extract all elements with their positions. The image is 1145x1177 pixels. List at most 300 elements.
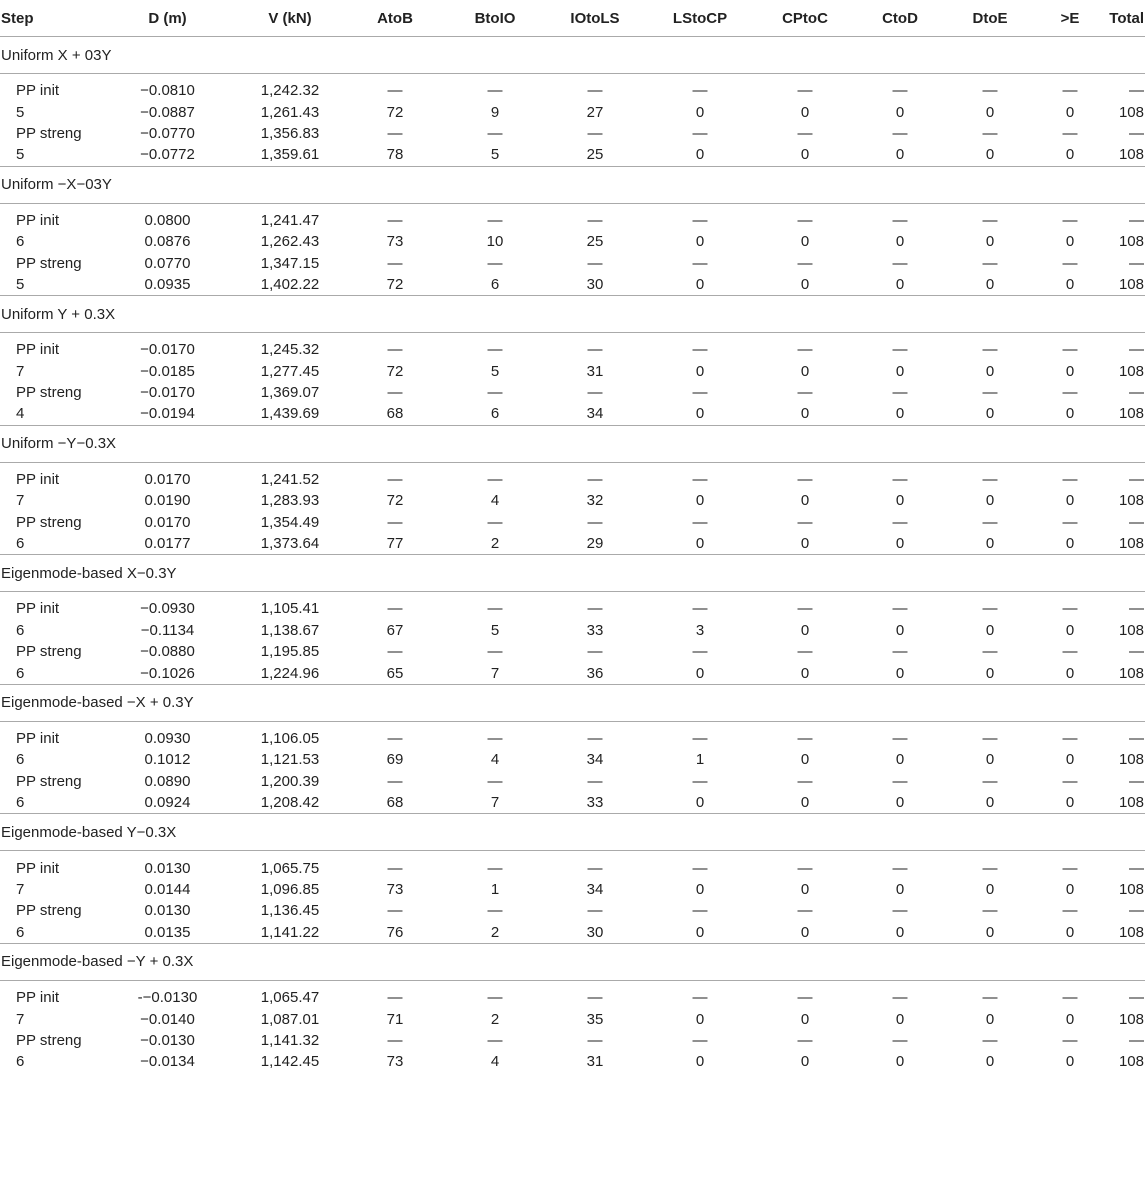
value-cell: 1,359.61: [260, 146, 320, 164]
table-row: [0, 490, 1145, 511]
value-cell: 108: [1118, 362, 1144, 380]
value-cell: 0: [1065, 535, 1075, 553]
value-cell: —: [487, 384, 503, 402]
value-cell: −0.0170: [140, 341, 195, 359]
value-cell: 0: [985, 923, 995, 941]
step-cell: 5: [16, 146, 25, 164]
value-cell: —: [1129, 1031, 1144, 1049]
value-cell: 1,105.41: [260, 600, 320, 618]
step-cell: PP init: [16, 730, 60, 747]
value-cell: 0: [1065, 233, 1075, 251]
value-cell: 0: [695, 233, 705, 251]
value-cell: —: [587, 384, 603, 402]
value-cell: 108: [1118, 146, 1144, 164]
value-cell: 1,245.32: [260, 341, 320, 359]
table-row: [0, 144, 1145, 166]
value-cell: 1,402.22: [260, 275, 320, 293]
value-cell: 0: [695, 362, 705, 380]
step-cell: PP streng: [16, 513, 82, 531]
value-cell: 108: [1118, 751, 1144, 769]
value-cell: 0: [985, 751, 995, 769]
table-row: [0, 101, 1145, 122]
value-cell: 0: [800, 621, 810, 639]
value-cell: 1,138.67: [260, 621, 320, 639]
step-cell: PP streng: [16, 643, 82, 661]
value-cell: 27: [586, 103, 604, 121]
value-cell: 0: [695, 492, 705, 510]
value-cell: 1,106.05: [260, 730, 320, 747]
value-cell: —: [387, 772, 403, 790]
value-cell: 0.0130: [144, 902, 191, 920]
column-header: Total: [1105, 0, 1145, 37]
value-cell: 1,141.22: [260, 923, 320, 941]
column-header: D (m): [100, 0, 235, 37]
value-cell: 4: [490, 492, 500, 510]
value-cell: —: [1129, 859, 1144, 877]
step-cell: 6: [16, 621, 25, 639]
value-cell: 7: [490, 664, 500, 682]
value-cell: 0.0890: [144, 772, 191, 790]
value-cell: 10: [486, 233, 504, 251]
value-cell: —: [1062, 124, 1078, 142]
value-cell: 0: [800, 275, 810, 293]
value-cell: 0: [800, 751, 810, 769]
value-cell: 0: [1065, 664, 1075, 682]
value-cell: —: [692, 859, 708, 877]
table-row: [0, 749, 1145, 770]
section-row: [0, 296, 1145, 333]
column-header: Step: [0, 0, 100, 37]
value-cell: —: [982, 600, 998, 618]
step-cell: PP streng: [16, 1031, 82, 1049]
value-cell: —: [1062, 384, 1078, 402]
value-cell: 5: [490, 621, 500, 639]
value-cell: —: [487, 600, 503, 618]
value-cell: —: [982, 82, 998, 100]
step-cell: 7: [16, 362, 25, 380]
step-cell: 5: [16, 275, 25, 293]
value-cell: —: [892, 470, 908, 488]
column-header: IOtoLS: [545, 0, 645, 37]
value-cell: 0: [895, 275, 905, 293]
value-cell: 0: [695, 275, 705, 293]
value-cell: 3: [695, 621, 705, 639]
step-cell: 6: [16, 233, 25, 251]
value-cell: —: [982, 124, 998, 142]
table-row: [0, 771, 1145, 792]
value-cell: —: [1129, 124, 1144, 142]
value-cell: —: [587, 470, 603, 488]
step-cell: PP streng: [16, 772, 82, 790]
value-cell: —: [1129, 730, 1144, 747]
value-cell: —: [692, 341, 708, 359]
value-cell: 0: [800, 103, 810, 121]
section-row: [0, 814, 1145, 851]
step-cell: 6: [16, 535, 25, 553]
value-cell: —: [387, 643, 403, 661]
value-cell: —: [1062, 600, 1078, 618]
value-cell: —: [797, 384, 813, 402]
value-cell: —: [892, 859, 908, 877]
value-cell: 0: [1065, 103, 1075, 121]
section-row: [0, 37, 1145, 74]
value-cell: 0: [895, 233, 905, 251]
value-cell: 0: [895, 923, 905, 941]
value-cell: —: [1062, 513, 1078, 531]
value-cell: 0: [895, 405, 905, 423]
value-cell: 1,241.47: [260, 211, 320, 229]
value-cell: 0: [695, 880, 705, 898]
table-row: [0, 900, 1145, 921]
value-cell: —: [892, 600, 908, 618]
value-cell: 1,369.07: [260, 384, 320, 402]
value-cell: 2: [490, 923, 500, 941]
value-cell: —: [982, 643, 998, 661]
value-cell: 30: [586, 923, 604, 941]
value-cell: −0.0130: [140, 1031, 195, 1049]
value-cell: 0: [1065, 794, 1075, 812]
step-cell: 6: [16, 794, 25, 812]
value-cell: 0: [1065, 492, 1075, 510]
value-cell: —: [892, 772, 908, 790]
table-row: [0, 361, 1145, 382]
value-cell: —: [387, 989, 403, 1007]
value-cell: —: [1129, 211, 1144, 229]
value-cell: —: [692, 643, 708, 661]
table-row: [0, 662, 1145, 684]
value-cell: 0: [800, 535, 810, 553]
value-cell: −0.0170: [140, 384, 195, 402]
value-cell: —: [487, 902, 503, 920]
value-cell: —: [892, 1031, 908, 1049]
step-cell: 6: [16, 923, 25, 941]
value-cell: —: [982, 470, 998, 488]
value-cell: —: [1129, 470, 1144, 488]
value-cell: —: [982, 384, 998, 402]
value-cell: 108: [1118, 492, 1144, 510]
section-row: [0, 555, 1145, 592]
value-cell: 1,224.96: [260, 664, 320, 682]
value-cell: 0: [800, 362, 810, 380]
value-cell: 72: [386, 275, 404, 293]
value-cell: —: [692, 124, 708, 142]
value-cell: —: [1129, 82, 1144, 100]
value-cell: 78: [386, 146, 404, 164]
step-cell: 7: [16, 1010, 25, 1028]
value-cell: 73: [386, 880, 404, 898]
step-cell: PP init: [16, 82, 60, 100]
section-title: Eigenmode-based −X + 0.3Y: [0, 684, 1145, 721]
value-cell: 4: [490, 1053, 500, 1071]
table-row: [0, 792, 1145, 814]
value-cell: 33: [586, 794, 604, 812]
value-cell: 32: [586, 492, 604, 510]
value-cell: —: [692, 470, 708, 488]
value-cell: —: [487, 989, 503, 1007]
section-title: Uniform Y + 0.3X: [0, 296, 1145, 333]
value-cell: 0: [985, 362, 995, 380]
value-cell: 0: [985, 405, 995, 423]
value-cell: —: [797, 859, 813, 877]
value-cell: —: [797, 211, 813, 229]
value-cell: −0.0140: [140, 1010, 195, 1028]
value-cell: 65: [386, 664, 404, 682]
value-cell: 76: [386, 923, 404, 941]
section-title: Eigenmode-based −Y + 0.3X: [0, 943, 1145, 980]
value-cell: 6: [490, 405, 500, 423]
table-row: [0, 231, 1145, 252]
value-cell: —: [587, 254, 603, 272]
value-cell: —: [387, 1031, 403, 1049]
step-cell: PP init: [16, 341, 60, 359]
value-cell: —: [1062, 989, 1078, 1007]
table-row: [0, 403, 1145, 425]
value-cell: 0: [895, 880, 905, 898]
section-row: [0, 684, 1145, 721]
value-cell: −0.1026: [140, 664, 195, 682]
value-cell: 0: [800, 405, 810, 423]
value-cell: 30: [586, 275, 604, 293]
table-row: [0, 620, 1145, 641]
value-cell: —: [982, 730, 998, 747]
value-cell: 2: [490, 1010, 500, 1028]
value-cell: 0: [985, 1010, 995, 1028]
table-header: [0, 0, 1145, 37]
value-cell: —: [587, 772, 603, 790]
value-cell: —: [387, 341, 403, 359]
value-cell: 7: [490, 794, 500, 812]
step-cell: 6: [16, 664, 25, 682]
section-title: Uniform −Y−0.3X: [0, 425, 1145, 462]
value-cell: —: [892, 730, 908, 747]
value-cell: 0: [985, 794, 995, 812]
value-cell: 108: [1118, 1053, 1144, 1071]
table-row: [0, 274, 1145, 296]
value-cell: 68: [386, 405, 404, 423]
value-cell: 0: [695, 923, 705, 941]
value-cell: —: [487, 859, 503, 877]
table-row: [0, 203, 1145, 231]
value-cell: 1,141.32: [260, 1031, 320, 1049]
value-cell: —: [892, 989, 908, 1007]
value-cell: —: [797, 772, 813, 790]
value-cell: —: [587, 643, 603, 661]
value-cell: 1,195.85: [260, 643, 320, 661]
value-cell: 72: [386, 103, 404, 121]
value-cell: 0.0144: [144, 880, 191, 898]
step-cell: PP init: [16, 859, 60, 877]
value-cell: —: [797, 341, 813, 359]
value-cell: —: [692, 254, 708, 272]
value-cell: 0: [695, 1053, 705, 1071]
step-cell: 7: [16, 880, 25, 898]
value-cell: —: [892, 902, 908, 920]
value-cell: —: [387, 513, 403, 531]
value-cell: 0: [895, 146, 905, 164]
header-row: [0, 0, 1145, 37]
step-cell: 7: [16, 492, 25, 510]
value-cell: 0.0876: [144, 233, 191, 251]
value-cell: 0: [895, 751, 905, 769]
value-cell: —: [587, 124, 603, 142]
value-cell: 68: [386, 794, 404, 812]
value-cell: 1,262.43: [260, 233, 320, 251]
value-cell: —: [387, 124, 403, 142]
value-cell: 1,354.49: [260, 513, 320, 531]
value-cell: 108: [1118, 405, 1144, 423]
value-cell: —: [1129, 989, 1144, 1007]
value-cell: 1,087.01: [260, 1010, 320, 1028]
table-row: [0, 980, 1145, 1008]
value-cell: —: [692, 772, 708, 790]
value-cell: 2: [490, 535, 500, 553]
value-cell: —: [1062, 470, 1078, 488]
value-cell: 0: [695, 664, 705, 682]
value-cell: —: [892, 513, 908, 531]
value-cell: —: [892, 82, 908, 100]
value-cell: 1,065.47: [260, 989, 320, 1007]
value-cell: 34: [586, 405, 604, 423]
column-header: DtoE: [945, 0, 1035, 37]
value-cell: —: [387, 384, 403, 402]
value-cell: −0.0810: [140, 82, 195, 100]
value-cell: —: [387, 82, 403, 100]
value-cell: —: [1062, 859, 1078, 877]
table-body: [0, 37, 1145, 1073]
value-cell: —: [487, 470, 503, 488]
value-cell: —: [982, 211, 998, 229]
value-cell: 1,356.83: [260, 124, 320, 142]
table-row: [0, 1030, 1145, 1051]
value-cell: 0: [1065, 362, 1075, 380]
step-cell: PP streng: [16, 254, 82, 272]
value-cell: 1,241.52: [260, 470, 320, 488]
value-cell: —: [387, 730, 403, 747]
value-cell: 72: [386, 362, 404, 380]
value-cell: 0: [695, 535, 705, 553]
value-cell: 1,142.45: [260, 1053, 320, 1071]
section-title: Eigenmode-based X−0.3Y: [0, 555, 1145, 592]
value-cell: −0.0930: [140, 600, 195, 618]
table-row: [0, 1051, 1145, 1072]
table-row: [0, 511, 1145, 532]
value-cell: 0: [800, 880, 810, 898]
value-cell: 0: [985, 880, 995, 898]
value-cell: —: [1062, 730, 1078, 747]
value-cell: 108: [1118, 794, 1144, 812]
table-row: [0, 252, 1145, 273]
value-cell: 0: [895, 1010, 905, 1028]
value-cell: 108: [1118, 923, 1144, 941]
value-cell: 0: [1065, 275, 1075, 293]
value-cell: 0: [895, 492, 905, 510]
section-row: [0, 943, 1145, 980]
value-cell: 25: [586, 146, 604, 164]
step-cell: PP init: [16, 211, 60, 229]
value-cell: —: [982, 989, 998, 1007]
value-cell: 1,200.39: [260, 772, 320, 790]
step-cell: PP streng: [16, 384, 82, 402]
value-cell: 72: [386, 492, 404, 510]
value-cell: 0: [695, 1010, 705, 1028]
value-cell: 25: [586, 233, 604, 251]
value-cell: —: [797, 643, 813, 661]
value-cell: 0: [895, 1053, 905, 1071]
value-cell: 1: [695, 751, 705, 769]
value-cell: —: [487, 730, 503, 747]
value-cell: 0: [800, 492, 810, 510]
value-cell: 0: [800, 233, 810, 251]
value-cell: 0: [985, 535, 995, 553]
value-cell: 108: [1118, 621, 1144, 639]
table-row: [0, 333, 1145, 361]
value-cell: 1,347.15: [260, 254, 320, 272]
value-cell: —: [1062, 82, 1078, 100]
value-cell: 108: [1118, 103, 1144, 121]
value-cell: −0.0185: [140, 362, 195, 380]
value-cell: —: [797, 513, 813, 531]
value-cell: 9: [490, 103, 500, 121]
column-header: BtoIO: [445, 0, 545, 37]
table-row: [0, 382, 1145, 403]
value-cell: —: [1062, 772, 1078, 790]
value-cell: 5: [490, 362, 500, 380]
value-cell: —: [692, 600, 708, 618]
column-header: >E: [1035, 0, 1105, 37]
value-cell: 0: [985, 275, 995, 293]
value-cell: −0.0772: [140, 146, 195, 164]
value-cell: 0: [895, 664, 905, 682]
section-row: [0, 425, 1145, 462]
value-cell: —: [387, 902, 403, 920]
value-cell: —: [892, 384, 908, 402]
value-cell: —: [982, 859, 998, 877]
value-cell: —: [1062, 1031, 1078, 1049]
step-cell: 6: [16, 751, 25, 769]
table-row: [0, 851, 1145, 879]
value-cell: —: [587, 730, 603, 747]
step-cell: 6: [16, 1053, 25, 1071]
value-cell: 0: [895, 794, 905, 812]
value-cell: 31: [586, 362, 604, 380]
value-cell: —: [1129, 254, 1144, 272]
table-row: [0, 721, 1145, 749]
value-cell: —: [797, 902, 813, 920]
value-cell: 1,439.69: [260, 405, 320, 423]
value-cell: —: [487, 643, 503, 661]
table-row: [0, 74, 1145, 102]
value-cell: 0: [800, 794, 810, 812]
value-cell: —: [692, 513, 708, 531]
value-cell: −0.0134: [140, 1053, 195, 1071]
value-cell: 1: [490, 880, 500, 898]
value-cell: 108: [1118, 535, 1144, 553]
value-cell: 0: [800, 1053, 810, 1071]
value-cell: 0.0770: [144, 254, 191, 272]
value-cell: 77: [386, 535, 404, 553]
value-cell: —: [587, 859, 603, 877]
value-cell: −0.0880: [140, 643, 195, 661]
section-row: [0, 166, 1145, 203]
value-cell: —: [1129, 384, 1144, 402]
value-cell: —: [797, 989, 813, 1007]
value-cell: —: [587, 341, 603, 359]
value-cell: —: [797, 254, 813, 272]
value-cell: 1,242.32: [260, 82, 320, 100]
value-cell: 1,373.64: [260, 535, 320, 553]
value-cell: -−0.0130: [137, 989, 198, 1007]
value-cell: 0: [695, 794, 705, 812]
